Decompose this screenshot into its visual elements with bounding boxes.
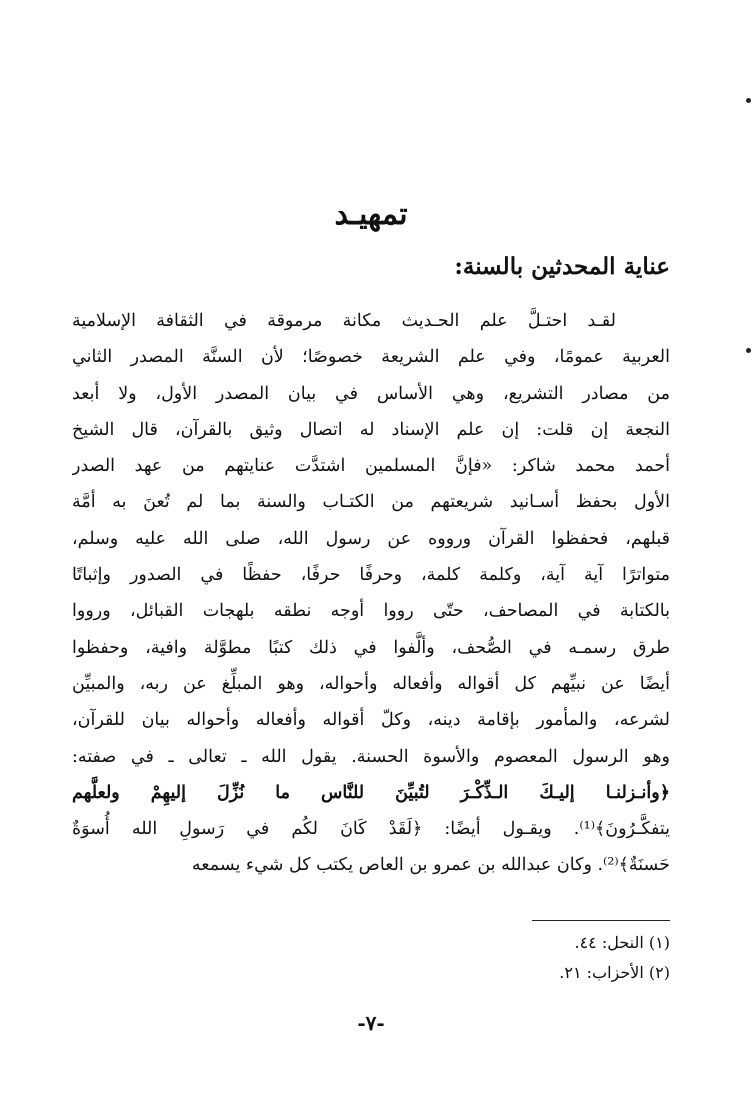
text-line: أيضًا عن نبيِّهم كل أقواله وأفعاله وأحواله، وهو المبلِّغ عن ربه، والمبيِّن (72, 673, 670, 694)
text-line: لشرعه، والمأمور بإقامة دينه، وكلّ أقواله وأفعاله وأحواله بيان للقرآن، (72, 710, 670, 731)
text-line: أحمد محمد شاكر: «فإنَّ المسلمين اشتدَّت عنايتهم من عهد الصدر (72, 456, 670, 477)
page-number: -٧- (357, 1011, 385, 1035)
margin-mark (746, 98, 751, 103)
text-line: متواترًا آية آية، وكلمة كلمة، وحرفًا حرفًا، حفظًا في الصدور وإثباتًا (72, 565, 670, 586)
footnotes (310, 928, 670, 988)
section-heading: عناية المحدثين بالسنة: (454, 253, 670, 280)
text-line: حَسنَةٌ﴾⁽²⁾. وكان عبدالله بن عمرو بن العاص يكتب كل شيء يسمعه (191, 855, 670, 876)
text-line: وهو الرسول المعصوم والأسوة الحسنة. يقول الله ـ تعالى ـ في صفته: (72, 746, 670, 767)
text-line: قبلهم، فحفظوا القرآن ورووه عن رسول الله، صلى الله عليه وسلم، (72, 528, 670, 549)
text-line: من مصادر التشريع، وهي الأساس في بيان المصدر الأول، ولا أبعد (72, 383, 670, 404)
footnote-1: (١) النحل: ٤٤. (574, 933, 670, 952)
footnote-divider (532, 920, 670, 921)
body-paragraph (72, 303, 670, 884)
text-line: النجعة إن قلت: إن علم الإسناد له اتصال وثيق بالقرآن، قال الشيخ (72, 419, 670, 440)
text-line: بالكتابة في المصاحف، حتّى رووا أوجه نطقه بلهجات القبائل، ورووا (72, 601, 670, 622)
text-line: طرق رسمـه في الصُّحف، وألَّفوا في ذلك كتبًا مطوَّلة وافية، وحفظوا (72, 637, 670, 658)
quran-verse-line: ﴿وأنـزلنـا إليـكَ الـذِّكْـرَ لتُبيِّنَ للنَّاس ما نُزِّلَ إليهِمْ ولعلَّهم (72, 782, 670, 803)
footnote-2: (٢) الأحزاب: ٢١. (559, 963, 670, 982)
text-line: يتفكَّـرُونَ﴾⁽¹⁾. ويقـول أيضًا: ﴿لَقَدْ كَانَ لكُم في رَسولِ الله أُسوَةٌ (72, 819, 670, 840)
margin-mark (746, 348, 751, 353)
book-page (72, 0, 670, 1118)
text-line: الأول بحفظ أسـانيد شريعتهم من الكتـاب والسنة بما لم تُعنَ به أمَّة (72, 492, 670, 513)
text-line: العربية عمومًا، وفي علم الشريعة خصوصًا؛ لأن السنَّة المصدر الثاني (72, 347, 670, 368)
text-line: لقـد احتـلَّ علم الحـديث مكانة مرموقة في الثقافة الإسلامية (72, 311, 616, 331)
page-title: تمهيـد (334, 197, 408, 232)
